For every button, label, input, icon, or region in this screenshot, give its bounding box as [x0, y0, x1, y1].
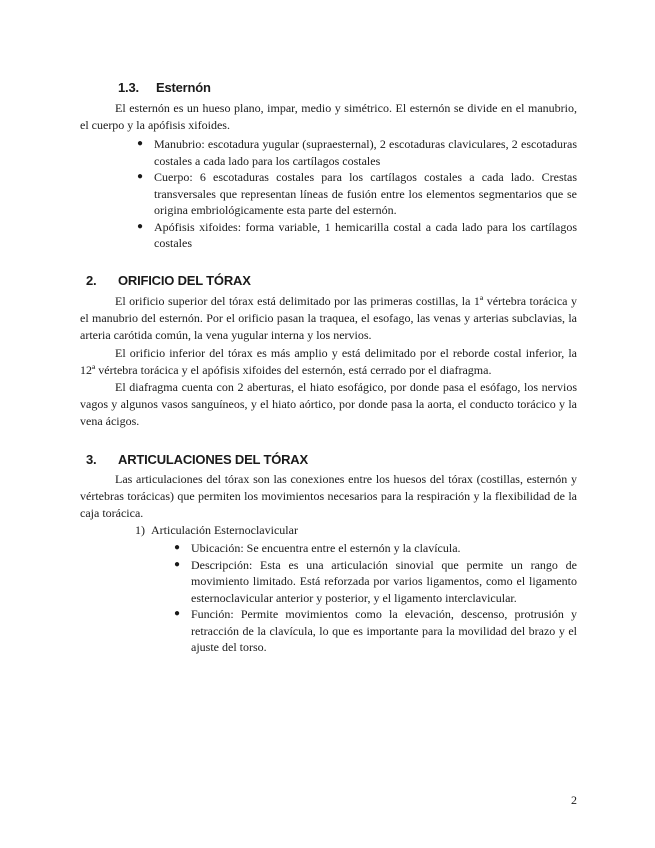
paragraph: El orificio superior del tórax está delimitado por las primeras costillas, la 1ª vértebra torácica y el manubrio del esternón. Por el orificio pasan la traquea, el esofago, las venas y arterias subclavias, la arteria carótida común, la vena yugular interna y los nervios.	[80, 294, 577, 342]
section-title: Esternón	[156, 80, 211, 95]
list-item	[172, 606, 577, 656]
numbered-item	[135, 522, 298, 539]
paragraph: Las articulaciones del tórax son las conexiones entre los huesos del tórax (costillas, esternón y vértebras torácicas) que permiten los movimientos necesarios para la respiración y la flexibilidad de la caja torácica.	[80, 472, 577, 520]
section-heading-3	[86, 452, 308, 467]
list-item-text: Descripción: Esta es una articulación sinovial que permite un rango de movimiento limitado. Está reforzada por varios ligamentos, como el ligamento esternoclavicular anterior y posterior, y el ligamento interclavicular.	[191, 557, 577, 605]
paragraph: El esternón es un hueso plano, impar, medio y simétrico. El esternón se divide en el manubrio, el cuerpo y la apófisis xifoides.	[80, 101, 577, 132]
bullet-icon: ●	[137, 171, 144, 182]
bullet-list	[135, 136, 577, 252]
list-item	[172, 540, 577, 557]
bullet-icon: ●	[174, 542, 181, 553]
paragraph: El diafragma cuenta con 2 aberturas, el hiato esofágico, por donde pasa el esófago, los nervios vagos y algunos vasos sanguíneos, y el hiato aórtico, por donde pasa la aorta, el conducto torácico y la vena ácigos.	[80, 380, 577, 428]
section-number: 3.	[86, 452, 97, 467]
bullet-icon: ●	[137, 138, 144, 149]
list-item-text: Cuerpo: 6 escotaduras costales para los cartílagos costales a cada lado. Crestas transversales que representan líneas de fusión entre los elementos segmentarios que se origina embriológicamente esta parte del esternón.	[154, 170, 577, 217]
list-item	[135, 219, 577, 252]
section-heading-2	[86, 273, 251, 288]
list-item-text: Ubicación: Se encuentra entre el esternón y la clavícula.	[191, 541, 461, 555]
item-title: Articulación Esternoclavicular	[151, 523, 298, 537]
list-item	[172, 557, 577, 607]
item-number: 1)	[135, 523, 145, 537]
paragraph: El orificio inferior del tórax es más amplio y está delimitado por el reborde costal inferior, la 12ª vértebra torácica y el apófisis xifoides del esternón, está cerrado por el diafragma.	[80, 346, 577, 377]
section-heading-1-3	[118, 80, 211, 95]
bullet-icon: ●	[137, 220, 144, 232]
section-title: ARTICULACIONES DEL TÓRAX	[118, 452, 308, 467]
list-item-text: Apófisis xifoides: forma variable, 1 hemicarilla costal a cada lado para los cartílagos costales	[154, 219, 577, 250]
list-item-text: Manubrio: escotadura yugular (supraesternal), 2 escotaduras claviculares, 2 escotaduras costales a cada lado para los cartílagos costales	[154, 137, 577, 168]
list-item-text: Función: Permite movimientos como la elevación, descenso, protrusión y retracción de la clavícula, lo que es importante para la movilidad del brazo y el ajuste del torso.	[191, 607, 577, 654]
bullet-list	[172, 540, 577, 656]
section-title: ORIFICIO DEL TÓRAX	[118, 273, 251, 288]
list-item	[135, 169, 577, 219]
list-item	[135, 136, 577, 169]
page-number: 2	[571, 793, 577, 807]
bullet-icon: ●	[174, 558, 181, 570]
section-number: 2.	[86, 273, 97, 288]
document-page	[80, 0, 577, 848]
bullet-icon: ●	[174, 608, 181, 619]
section-number: 1.3.	[118, 80, 139, 95]
